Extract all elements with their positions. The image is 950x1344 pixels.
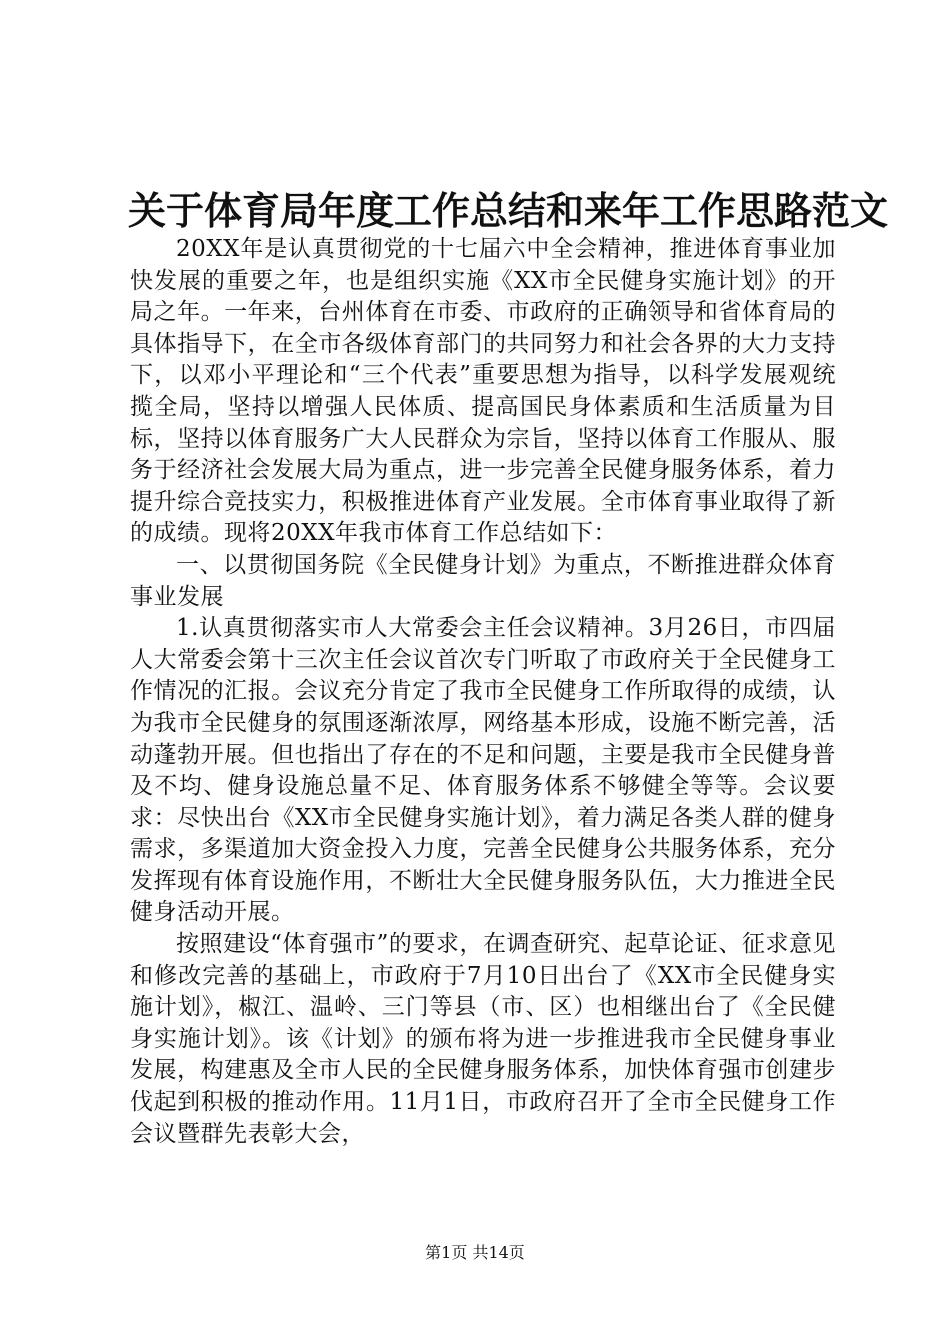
- page-footer: 第1页 共14页: [425, 1243, 525, 1262]
- document-title: 关于体育局年度工作总结和来年工作思路范文: [128, 188, 889, 233]
- paragraph-section-heading: 一、以贯彻国务院《全民健身计划》为重点，不断推进群众体育事业发展: [130, 551, 836, 610]
- paragraph-intro: 20XX年是认真贯彻党的十七届六中全会精神，推进体育事业加快发展的重要之年，也是组织实施《XX市全民健身实施计划》的开局之年。一年来，台州体育在市委、市政府的正确领导和省体育局的具体指导下，在全市各级体育部门的共同努力和社会各界的大力支持下，以邓小平理论和“三个代表”重要思想为指导，以科学发展观统揽全局，坚持以增强人民体质、提高国民身体素质和生活质量为目标，坚持以体育服务广大人民群众为宗旨，坚持以体育工作服从、服务于经济社会发展大局为重点，进一步完善全民健身服务体系，着力提升综合竞技实力，积极推进体育产业发展。全市体育事业取得了新的成绩。现将20XX年我市体育工作总结如下：: [130, 236, 836, 547]
- document-body: [130, 234, 836, 1150]
- paragraph-plan: 按照建设“体育强市”的要求，在调查研究、起草论证、征求意见和修改完善的基础上，市政府于7月10日出台了《XX市全民健身实施计划》，椒江、温岭、三门等县（市、区）也相继出台了《全民健身实施计划》。该《计划》的颁布将为进一步推进我市全民健身事业发展，构建惠及全市人民的全民健身服务体系，加快体育强市创建步伐起到积极的推动作用。11月1日，市政府召开了全市全民健身工作会议暨群先表彰大会，: [130, 931, 836, 1147]
- paragraph-item-1: 1.认真贯彻落实市人大常委会主任会议精神。3月26日，市四届人大常委会第十三次主任会议首次专门听取了市政府关于全民健身工作情况的汇报。会议充分肯定了我市全民健身工作所取得的成绩，认为我市全民健身的氛围逐渐浓厚，网络基本形成，设施不断完善，活动蓬勃开展。但也指出了存在的不足和问题，主要是我市全民健身普及不均、健身设施总量不足、体育服务体系不够健全等等。会议要求：尽快出台《XX市全民健身实施计划》，着力满足各类人群的健身需求，多渠道加大资金投入力度，完善全民健身公共服务体系，充分发挥现有体育设施作用，不断壮大全民健身服务队伍，大力推进全民健身活动开展。: [130, 615, 836, 926]
